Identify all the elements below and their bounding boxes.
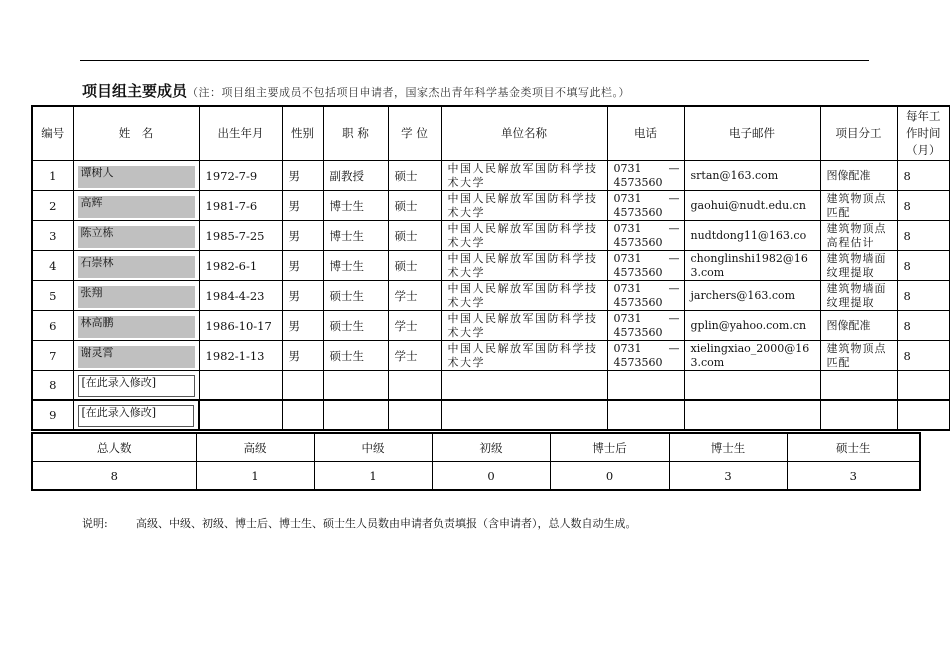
phone-line	[614, 312, 680, 326]
totals-header-cell: 博士后	[550, 433, 669, 462]
unit-text: 中国人民解放军国防科学技术大学	[447, 312, 598, 339]
cell-num: 5	[32, 281, 73, 311]
totals-value-row	[32, 462, 920, 491]
phone-number: 4573560	[613, 296, 663, 309]
cell-time: 8	[897, 341, 950, 371]
header-num: 编号	[32, 106, 73, 161]
cell-role	[820, 311, 897, 341]
explanation-label: 说明:	[82, 517, 108, 530]
cell-gender: 男	[282, 221, 323, 251]
phone-line	[614, 192, 680, 206]
email-link[interactable]: gaohui@nudt.edu.cn	[690, 198, 806, 212]
cell-email	[684, 281, 820, 311]
header-role: 项目分工	[820, 106, 897, 161]
cell-phone	[607, 341, 684, 371]
header-gender: 性别	[282, 106, 323, 161]
empty-cell[interactable]	[897, 371, 950, 401]
cell-role	[820, 191, 897, 221]
cell-num: 6	[32, 311, 73, 341]
cell-time: 8	[897, 161, 950, 191]
table-row	[32, 161, 950, 191]
header-degree: 学 位	[388, 106, 441, 161]
cell-degree: 硕士	[388, 221, 441, 251]
totals-header-row	[32, 433, 920, 462]
empty-cell[interactable]	[607, 400, 684, 430]
cell-phone	[607, 191, 684, 221]
cell-email	[684, 341, 820, 371]
role-text: 建筑物顶点高程估计	[826, 222, 887, 249]
top-rule	[80, 60, 869, 61]
phone-area: 0731	[613, 222, 642, 235]
name-entry-field[interactable]: [在此录入修改]	[78, 405, 195, 427]
phone-text	[608, 191, 684, 220]
role-text: 图像配准	[826, 318, 871, 332]
cell-phone	[607, 251, 684, 281]
cell-email	[684, 311, 820, 341]
cell-birth: 1985-7-25	[199, 221, 282, 251]
cell-name	[73, 161, 199, 191]
empty-cell[interactable]	[684, 400, 820, 430]
unit-text: 中国人民解放军国防科学技术大学	[447, 342, 598, 369]
phone-area: 0731	[613, 312, 642, 325]
cell-name	[73, 221, 199, 251]
cell-role	[820, 161, 897, 191]
cell-birth: 1984-4-23	[199, 281, 282, 311]
phone-number: 4573560	[613, 206, 663, 219]
cell-gender: 男	[282, 191, 323, 221]
phone-area: 0731	[613, 282, 642, 295]
phone-dash: —	[668, 192, 680, 205]
cell-unit	[441, 311, 607, 341]
cell-gender: 男	[282, 341, 323, 371]
cell-unit	[441, 251, 607, 281]
cell-num: 8	[32, 371, 73, 401]
role-text: 建筑物墙面纹理提取	[826, 282, 887, 309]
cell-num: 3	[32, 221, 73, 251]
cell-gender: 男	[282, 161, 323, 191]
cell-gender: 男	[282, 251, 323, 281]
cell-gender: 男	[282, 311, 323, 341]
role-text: 建筑物顶点匹配	[826, 342, 887, 369]
table-row	[32, 221, 950, 251]
name-field[interactable]: 张翔	[78, 286, 195, 308]
cell-name	[73, 311, 199, 341]
phone-dash: —	[668, 252, 680, 265]
cell-title: 硕士生	[323, 311, 388, 341]
cell-unit	[441, 341, 607, 371]
empty-cell[interactable]	[897, 400, 950, 430]
cell-degree: 学士	[388, 341, 441, 371]
cell-role	[820, 221, 897, 251]
cell-num: 1	[32, 161, 73, 191]
name-field[interactable]: 石崇林	[78, 256, 195, 278]
totals-value-cell: 3	[787, 462, 920, 491]
cell-degree: 学士	[388, 311, 441, 341]
table-row	[32, 341, 950, 371]
table-row	[32, 251, 950, 281]
cell-name	[73, 281, 199, 311]
phone-line	[614, 342, 680, 356]
cell-email	[684, 191, 820, 221]
name-entry-field[interactable]: [在此录入修改]	[78, 375, 195, 397]
totals-value-cell: 8	[32, 462, 196, 491]
unit-text: 中国人民解放军国防科学技术大学	[447, 222, 598, 249]
cell-time: 8	[897, 281, 950, 311]
cell-num: 4	[32, 251, 73, 281]
cell-email	[684, 251, 820, 281]
empty-cell[interactable]	[323, 400, 388, 430]
empty-cell[interactable]	[282, 371, 323, 401]
explanation	[82, 515, 637, 531]
empty-cell[interactable]	[388, 400, 441, 430]
unit-text: 中国人民解放军国防科学技术大学	[447, 252, 598, 279]
phone-area: 0731	[613, 162, 642, 175]
phone-text	[608, 161, 684, 190]
cell-title: 硕士生	[323, 341, 388, 371]
email-link[interactable]: nudtdong11@163.co	[690, 228, 807, 242]
empty-cell[interactable]	[388, 371, 441, 401]
phone-line	[614, 252, 680, 266]
phone-number: 4573560	[613, 176, 663, 189]
cell-birth: 1972-7-9	[199, 161, 282, 191]
section-heading	[82, 80, 630, 101]
totals-header-cell: 博士生	[669, 433, 787, 462]
totals-header-cell: 硕士生	[787, 433, 920, 462]
section-note: （注：项目组主要成员不包括项目申请者，国家杰出青年科学基金类项目不填写此栏。）	[187, 86, 631, 99]
cell-num: 2	[32, 191, 73, 221]
phone-dash: —	[668, 312, 680, 325]
empty-cell[interactable]	[199, 371, 282, 401]
cell-phone	[607, 311, 684, 341]
phone-text	[608, 341, 684, 370]
totals-header-cell: 中级	[314, 433, 432, 462]
phone-area: 0731	[613, 252, 642, 265]
table-row	[32, 311, 950, 341]
cell-unit	[441, 191, 607, 221]
cell-gender: 男	[282, 281, 323, 311]
header-phone: 电话	[607, 106, 684, 161]
totals-table	[31, 432, 921, 491]
cell-birth: 1982-6-1	[199, 251, 282, 281]
cell-phone	[607, 281, 684, 311]
cell-time: 8	[897, 251, 950, 281]
cell-unit	[441, 221, 607, 251]
phone-dash: —	[668, 162, 680, 175]
cell-birth: 1982-1-13	[199, 341, 282, 371]
cell-title: 博士生	[323, 221, 388, 251]
cell-role	[820, 341, 897, 371]
cell-name	[73, 251, 199, 281]
phone-text	[608, 281, 684, 310]
cell-name	[73, 191, 199, 221]
header-time: 每年工作时间（月）	[897, 106, 950, 161]
cell-time: 8	[897, 221, 950, 251]
unit-text: 中国人民解放军国防科学技术大学	[447, 162, 598, 189]
section-title: 项目组主要成员	[82, 82, 188, 100]
totals-value-cell: 0	[550, 462, 669, 491]
role-text: 建筑物墙面纹理提取	[826, 252, 887, 279]
name-field[interactable]: 谭树人	[78, 166, 195, 188]
unit-text: 中国人民解放军国防科学技术大学	[447, 282, 598, 309]
cell-num: 7	[32, 341, 73, 371]
cell-title: 副教授	[323, 161, 388, 191]
cell-num: 9	[32, 400, 73, 430]
header-unit: 单位名称	[441, 106, 607, 161]
empty-cell[interactable]	[607, 371, 684, 401]
cell-birth: 1986-10-17	[199, 311, 282, 341]
cell-degree: 硕士	[388, 191, 441, 221]
cell-unit	[441, 161, 607, 191]
header-name: 姓 名	[73, 106, 199, 161]
empty-cell[interactable]	[684, 371, 820, 401]
phone-text	[608, 251, 684, 280]
empty-cell[interactable]	[323, 371, 388, 401]
totals-value-cell: 1	[196, 462, 314, 491]
cell-role	[820, 281, 897, 311]
phone-area: 0731	[613, 342, 642, 355]
members-header-row	[32, 106, 950, 161]
phone-line	[614, 162, 680, 176]
cell-name	[73, 371, 199, 401]
role-text: 建筑物顶点匹配	[826, 192, 887, 219]
cell-degree: 学士	[388, 281, 441, 311]
cell-email	[684, 221, 820, 251]
name-field[interactable]: 谢灵霄	[78, 346, 195, 368]
table-row-empty	[32, 371, 950, 401]
header-title: 职 称	[323, 106, 388, 161]
phone-number: 4573560	[613, 326, 663, 339]
cell-role	[820, 251, 897, 281]
cell-time: 8	[897, 311, 950, 341]
totals-value-cell: 3	[669, 462, 787, 491]
phone-area: 0731	[613, 192, 642, 205]
cell-degree: 硕士	[388, 161, 441, 191]
totals-value-cell: 0	[432, 462, 550, 491]
cell-title: 博士生	[323, 251, 388, 281]
empty-cell[interactable]	[441, 400, 607, 430]
header-email: 电子邮件	[684, 106, 820, 161]
phone-dash: —	[668, 222, 680, 235]
cell-degree: 硕士	[388, 251, 441, 281]
cell-birth: 1981-7-6	[199, 191, 282, 221]
name-field[interactable]: 陈立栋	[78, 226, 195, 248]
phone-dash: —	[668, 282, 680, 295]
phone-line	[614, 222, 680, 236]
phone-line	[614, 282, 680, 296]
cell-email	[684, 161, 820, 191]
name-field[interactable]: 高辉	[78, 196, 195, 218]
empty-cell[interactable]	[441, 371, 607, 401]
table-row	[32, 191, 950, 221]
phone-number: 4573560	[613, 356, 663, 369]
name-field[interactable]: 林高鹏	[78, 316, 195, 338]
empty-cell[interactable]	[199, 400, 282, 430]
email-link[interactable]: xielingxiao_2000@163.com	[690, 341, 810, 369]
cell-name	[73, 400, 199, 430]
totals-header-cell: 初级	[432, 433, 550, 462]
table-row	[32, 281, 950, 311]
cell-phone	[607, 161, 684, 191]
cell-time: 8	[897, 191, 950, 221]
header-birth: 出生年月	[199, 106, 282, 161]
unit-text: 中国人民解放军国防科学技术大学	[447, 192, 598, 219]
phone-dash: —	[668, 342, 680, 355]
empty-cell[interactable]	[820, 400, 897, 430]
phone-number: 4573560	[613, 236, 663, 249]
phone-number: 4573560	[613, 266, 663, 279]
phone-text	[608, 221, 684, 250]
empty-cell[interactable]	[820, 371, 897, 401]
email-link[interactable]: jarchers@163.com	[690, 288, 796, 302]
cell-unit	[441, 281, 607, 311]
role-text: 图像配准	[826, 168, 871, 182]
email-link[interactable]: gplin@yahoo.com.cn	[690, 318, 807, 332]
phone-text	[608, 311, 684, 340]
empty-cell[interactable]	[282, 400, 323, 430]
totals-header-cell: 高级	[196, 433, 314, 462]
email-link[interactable]: srtan@163.com	[690, 168, 779, 182]
cell-name	[73, 341, 199, 371]
email-link[interactable]: chonglinshi1982@163.com	[690, 251, 808, 279]
totals-header-cell: 总人数	[32, 433, 196, 462]
totals-value-cell: 1	[314, 462, 432, 491]
cell-phone	[607, 221, 684, 251]
members-table	[31, 105, 950, 431]
explanation-text: 高级、中级、初级、博士后、博士生、硕士生人员数由申请者负责填报（含申请者），总人数自动生成。	[136, 517, 637, 530]
cell-title: 博士生	[323, 191, 388, 221]
cell-title: 硕士生	[323, 281, 388, 311]
table-row-empty	[32, 400, 950, 430]
